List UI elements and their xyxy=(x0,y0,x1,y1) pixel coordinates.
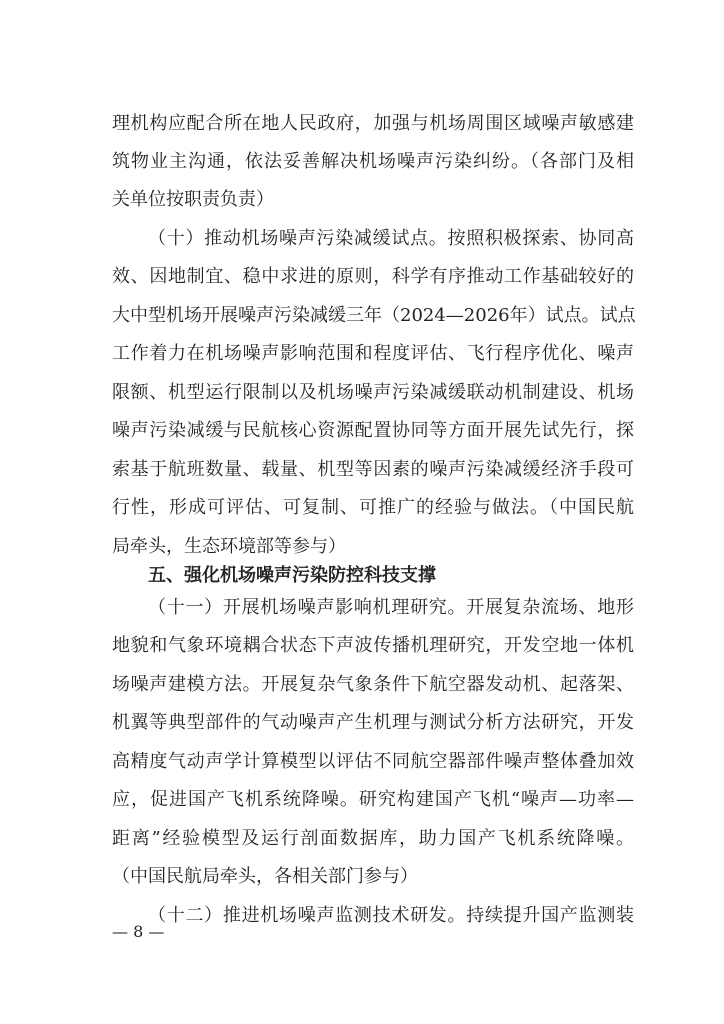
text-line-21: （中国民航局牵头，各相关部门参与） xyxy=(112,866,418,887)
text-line-16: 场噪声建模方法。开展复杂气象条件下航空器发动机、起落架、 xyxy=(112,674,634,695)
text-line-22: （十二）推进机场噪声监测技术研发。持续提升国产监测装 xyxy=(148,905,634,926)
text-line-14: （十一）开展机场噪声影响机理研究。开展复杂流场、地形 xyxy=(148,597,634,618)
text-line-11: 行性，形成可评估、可复制、可推广的经验与做法。（中国民航 xyxy=(112,497,634,518)
text-line-5: 效、因地制宜、稳中求进的原则，科学有序推动工作基础较好的 xyxy=(112,266,634,287)
text-line-18: 高精度气动声学计算模型以评估不同航空器部件噪声整体叠加效 xyxy=(112,751,634,772)
text-line-9: 噪声污染减缓与民航核心资源配置协同等方面开展先试先行，探 xyxy=(112,420,634,441)
text-line-12: 局牵头，生态环境部等参与） xyxy=(112,536,346,557)
text-line-7: 工作着力在机场噪声影响范围和程度评估、飞行程序优化、噪声 xyxy=(112,343,634,364)
text-line-8: 限额、机型运行限制以及机场噪声污染减缓联动机制建设、机场 xyxy=(112,382,634,403)
text-line-3: 关单位按职责负责） xyxy=(112,189,274,210)
text-line-19: 应，促进国产飞机系统降噪。研究构建国产飞机“噪声—功率— xyxy=(112,789,634,810)
text-line-20: 距离”经验模型及运行剖面数据库，助力国产飞机系统降噪。 xyxy=(112,828,634,849)
text-line-15: 地貌和气象环境耦合状态下声波传播机理研究，开发空地一体机 xyxy=(112,635,634,656)
text-line-4: （十）推动机场噪声污染减缓试点。按照积极探索、协同高 xyxy=(148,228,634,249)
text-line-17: 机翼等典型部件的气动噪声产生机理与测试分析方法研究，开发 xyxy=(112,712,634,733)
text-line-2: 筑物业主沟通，依法妥善解决机场噪声污染纠纷。（各部门及相 xyxy=(112,151,634,172)
page-number: — 8 — xyxy=(112,922,165,941)
text-line-6: 大中型机场开展噪声污染减缓三年（2024—2026年）试点。试点 xyxy=(112,305,636,326)
section-heading: 五、强化机场噪声污染防控科技支撑 xyxy=(148,565,436,586)
text-line-1: 理机构应配合所在地人民政府，加强与机场周围区域噪声敏感建 xyxy=(112,113,634,134)
text-line-10: 索基于航班数量、载量、机型等因素的噪声污染减缓经济手段可 xyxy=(112,459,634,480)
